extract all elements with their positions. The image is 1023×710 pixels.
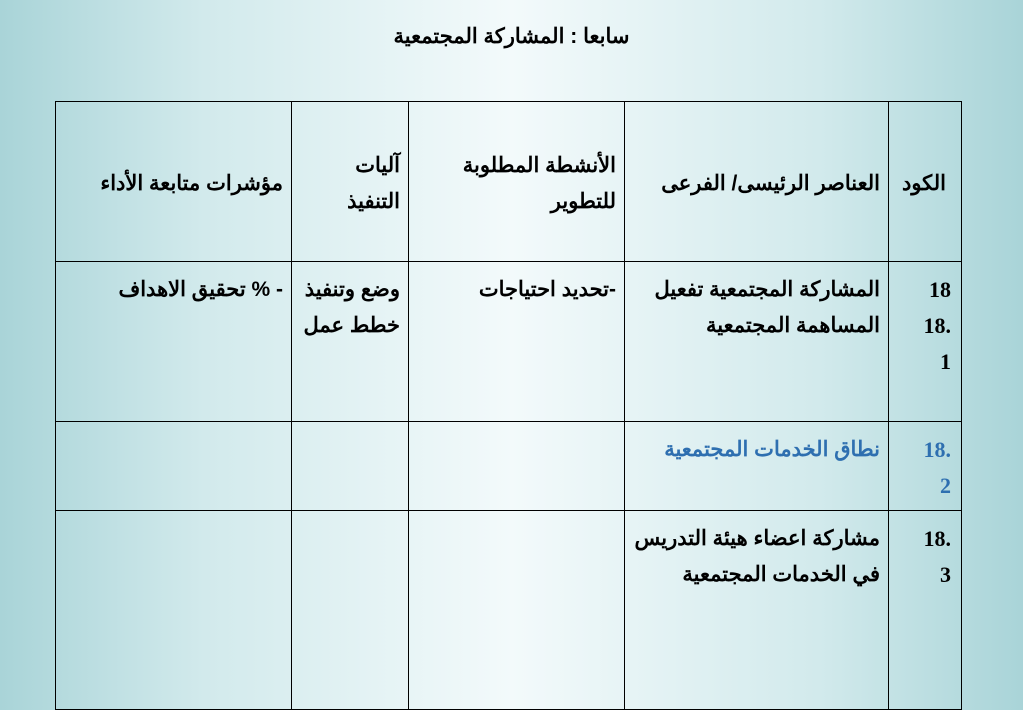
mechanism-cell: وضع وتنفيذ خطط عمل bbox=[292, 262, 409, 422]
code-line: 3 bbox=[940, 562, 951, 587]
page-title: سابعا : المشاركة المجتمعية bbox=[393, 25, 630, 48]
code-line: 18. bbox=[923, 526, 951, 551]
code-line: 2 bbox=[940, 473, 951, 498]
element-cell: مشاركة اعضاء هيئة التدريس في الخدمات المجتمعية bbox=[625, 511, 889, 710]
activity-cell bbox=[409, 422, 625, 511]
header-mechanisms: آليات التنفيذ bbox=[292, 102, 409, 262]
table-row bbox=[56, 422, 962, 511]
table-row bbox=[56, 262, 962, 422]
table-header-row bbox=[56, 102, 962, 262]
indicator-cell bbox=[56, 422, 292, 511]
header-code: الكود bbox=[889, 102, 962, 262]
table-row bbox=[56, 511, 962, 710]
element-cell: نطاق الخدمات المجتمعية bbox=[625, 422, 889, 511]
community-participation-table bbox=[55, 101, 962, 710]
header-activities: الأنشطة المطلوبة للتطوير bbox=[409, 102, 625, 262]
header-elements: العناصر الرئيسى/ الفرعى bbox=[625, 102, 889, 262]
activity-cell bbox=[409, 511, 625, 710]
code-line: 1 bbox=[940, 349, 951, 374]
activity-cell: -تحديد احتياجات bbox=[409, 262, 625, 422]
indicator-cell: - % تحقيق الاهداف bbox=[56, 262, 292, 422]
code-line: 18. bbox=[923, 313, 951, 338]
mechanism-cell bbox=[292, 422, 409, 511]
code-line: 18 bbox=[929, 277, 951, 302]
mechanism-cell bbox=[292, 511, 409, 710]
code-cell bbox=[889, 422, 962, 511]
code-line: 18. bbox=[923, 437, 951, 462]
element-cell: المشاركة المجتمعية تفعيل المساهمة المجتمعية bbox=[625, 262, 889, 422]
code-cell bbox=[889, 262, 962, 422]
header-indicators: مؤشرات متابعة الأداء bbox=[56, 102, 292, 262]
indicator-cell bbox=[56, 511, 292, 710]
code-cell bbox=[889, 511, 962, 710]
